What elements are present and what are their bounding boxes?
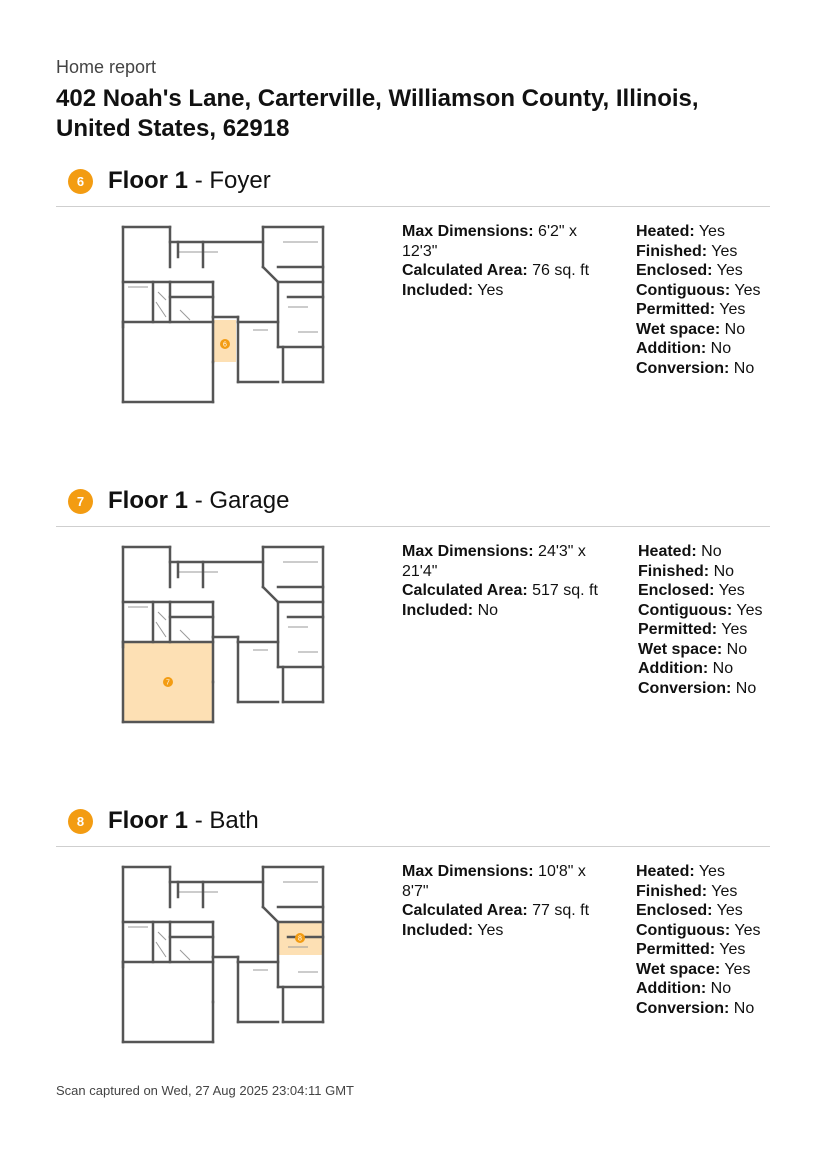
attribute-row: Addition: No xyxy=(636,340,732,357)
room-number-badge: 8 xyxy=(68,809,93,834)
room-title xyxy=(108,487,289,515)
fixture-line xyxy=(156,302,166,317)
room-section-garage xyxy=(0,486,825,786)
attribute-row: Conversion: No xyxy=(636,359,755,377)
attribute-row: Permitted: Yes xyxy=(636,301,746,318)
property-address: 402 Noah's Lane, Carterville, Williamson County, Illinois, United States, 62918 xyxy=(56,85,699,142)
wall-line xyxy=(263,267,278,282)
floor-plan-icon xyxy=(118,542,328,727)
room-name: Garage xyxy=(209,487,290,514)
room-details xyxy=(402,542,612,620)
attribute-row: Heated: Yes xyxy=(636,863,725,880)
attribute-row: Finished: Yes xyxy=(636,242,738,260)
fixture-line xyxy=(158,292,166,300)
detail-row: Included: Yes xyxy=(402,281,504,299)
attribute-row: Conversion: No xyxy=(638,679,757,697)
room-marker-number: 7 xyxy=(166,679,170,687)
room-title xyxy=(108,807,259,835)
room-number-badge: 7 xyxy=(68,489,93,514)
floor-label: Floor 1 xyxy=(108,487,189,514)
room-number-badge: 6 xyxy=(68,169,93,194)
attribute-row: Wet space: No xyxy=(636,320,746,338)
attribute-row: Addition: No xyxy=(636,980,732,997)
attribute-row: Wet space: No xyxy=(638,640,748,658)
attribute-row: Finished: No xyxy=(638,562,735,580)
section-divider xyxy=(56,846,770,847)
room-name: Foyer xyxy=(209,167,271,194)
room-section-foyer xyxy=(0,166,825,466)
fixture-line xyxy=(156,942,166,957)
floor-label: Floor 1 xyxy=(108,807,189,834)
attribute-row: Enclosed: Yes xyxy=(636,262,743,279)
attribute-row: Contiguous: Yes xyxy=(636,921,761,939)
room-marker-number: 8 xyxy=(298,935,302,943)
detail-row: Calculated Area: 76 sq. ft xyxy=(402,262,590,279)
attribute-row: Permitted: Yes xyxy=(638,621,748,638)
scan-timestamp: Scan captured on Wed, 27 Aug 2025 23:04:11 GMT xyxy=(56,1083,354,1098)
fixture-line xyxy=(180,310,190,320)
wall-line xyxy=(263,907,278,922)
room-details xyxy=(402,862,612,940)
detail-row: Included: Yes xyxy=(402,921,504,939)
detail-row: Max Dimensions: 6'2" x 12'3" xyxy=(402,223,578,260)
room-title xyxy=(108,167,271,195)
fixture-line xyxy=(156,622,166,637)
room-name: Bath xyxy=(209,807,259,834)
room-heading xyxy=(68,166,271,196)
section-divider xyxy=(56,526,770,527)
title-separator: - xyxy=(194,487,203,514)
floor-plan-icon xyxy=(118,222,328,407)
title-separator: - xyxy=(194,167,203,194)
attribute-row: Addition: No xyxy=(638,660,734,677)
fixture-line xyxy=(158,612,166,620)
floor-label: Floor 1 xyxy=(108,167,189,194)
attribute-row: Contiguous: Yes xyxy=(636,281,761,299)
attribute-row: Heated: No xyxy=(638,543,722,560)
detail-row: Included: No xyxy=(402,601,499,619)
fixture-line xyxy=(180,950,190,960)
attribute-row: Enclosed: Yes xyxy=(638,582,745,599)
fixture-line xyxy=(158,932,166,940)
room-attributes xyxy=(638,542,768,698)
detail-row: Max Dimensions: 24'3" x 21'4" xyxy=(402,543,586,580)
attribute-row: Finished: Yes xyxy=(636,882,738,900)
attribute-row: Wet space: Yes xyxy=(636,960,751,978)
attribute-row: Heated: Yes xyxy=(636,223,725,240)
room-details xyxy=(402,222,612,300)
room-marker-number: 6 xyxy=(223,341,227,349)
attribute-row: Contiguous: Yes xyxy=(638,601,763,619)
floor-plan-icon xyxy=(118,862,328,1047)
room-heading xyxy=(68,486,289,516)
title-separator: - xyxy=(194,807,203,834)
detail-row: Calculated Area: 517 sq. ft xyxy=(402,582,598,599)
room-heading xyxy=(68,806,259,836)
room-section-bath xyxy=(0,806,825,1106)
attribute-row: Conversion: No xyxy=(636,999,755,1017)
fixture-line xyxy=(180,630,190,640)
detail-row: Max Dimensions: 10'8" x 8'7" xyxy=(402,863,586,900)
section-divider xyxy=(56,206,770,207)
attribute-row: Enclosed: Yes xyxy=(636,902,743,919)
wall-line xyxy=(263,587,278,602)
room-attributes xyxy=(636,862,766,1018)
room-attributes xyxy=(636,222,766,378)
report-kicker: Home report xyxy=(56,57,157,77)
attribute-row: Permitted: Yes xyxy=(636,941,746,958)
detail-row: Calculated Area: 77 sq. ft xyxy=(402,902,590,919)
